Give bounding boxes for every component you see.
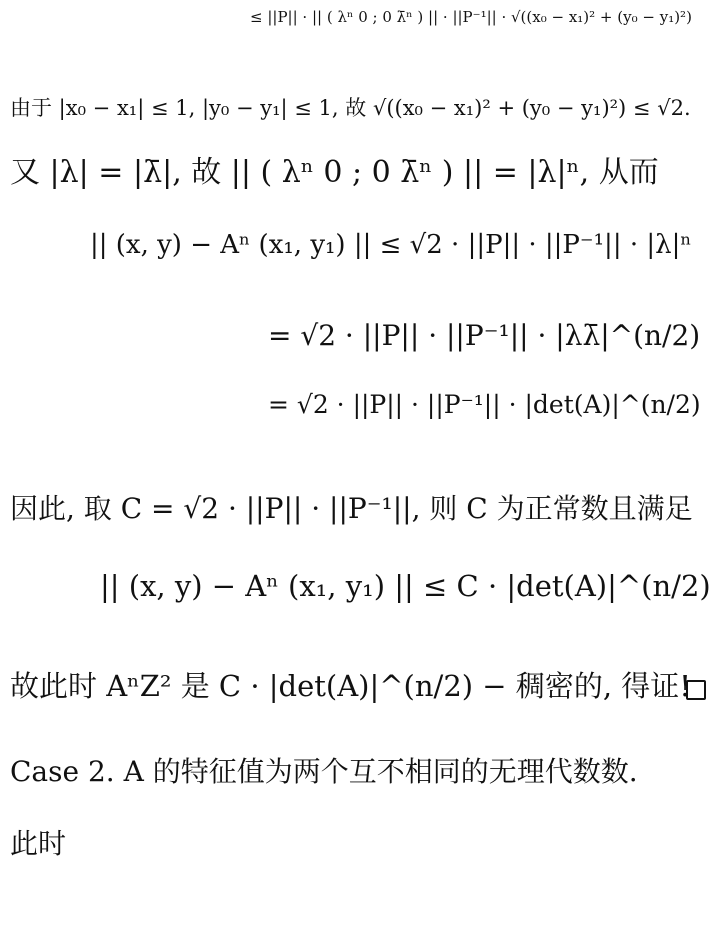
- inequality-line-2: || (x, y) − Aⁿ (x₁, y₁) || ≤ √2 · ||P|| · ||P⁻¹|| · |λ|ⁿ: [90, 230, 692, 260]
- case-2-start: 此时: [10, 827, 67, 860]
- equality-line-1: = √2 · ||P|| · ||P⁻¹|| · |λλ̄|^(n/2): [268, 319, 701, 352]
- equality-line-2: = √2 · ||P|| · ||P⁻¹|| · |det(A)|^(n/2): [268, 390, 701, 419]
- inequality-line-3: || (x, y) − Aⁿ (x₁, y₁) || ≤ C · |det(A)|^(n/2): [100, 569, 711, 603]
- conclusion-line: 故此时 AⁿZ² 是 C · |det(A)|^(n/2) − 稠密的, 得证!: [10, 669, 691, 703]
- bound-statement: 由于 |x₀ − x₁| ≤ 1, |y₀ − y₁| ≤ 1, 故 √((x₀ − x₁)² + (y₀ − y₁)²) ≤ √2.: [10, 96, 691, 120]
- constant-definition: 因此, 取 C = √2 · ||P|| · ||P⁻¹||, 则 C 为正常数且满足: [10, 492, 693, 525]
- case-2-heading: Case 2. A 的特征值为两个互不相同的无理代数数.: [10, 755, 638, 788]
- inequality-line-1: ≤ ||P|| · || ( λⁿ 0 ; 0 λ̄ⁿ ) || · ||P⁻¹|| · √((x₀ − x₁)² + (y₀ − y₁)²): [250, 8, 692, 26]
- norm-equality-line: 又 |λ| = |λ̄|, 故 || ( λⁿ 0 ; 0 λ̄ⁿ ) || = |λ|ⁿ, 从而: [10, 155, 659, 190]
- qed-box-icon: [686, 680, 706, 700]
